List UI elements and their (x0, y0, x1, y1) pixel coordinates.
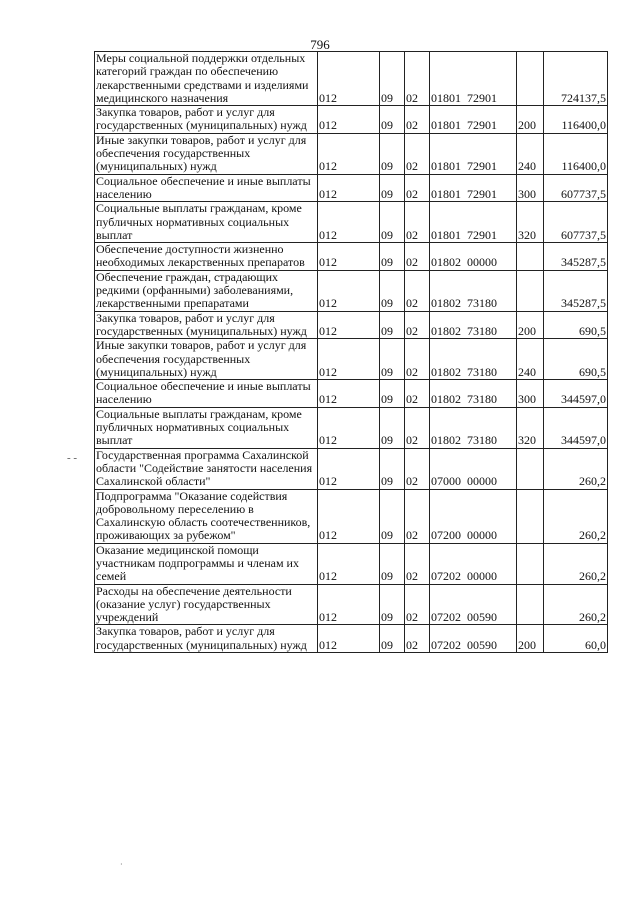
expense-type-code: 300 (517, 174, 544, 202)
row-name: Закупка товаров, работ и услуг для государственных (муниципальных) нужд (95, 625, 318, 653)
target-code: 01801 72901 (430, 52, 517, 106)
target-code: 07000 00000 (430, 448, 517, 489)
expense-type-code (517, 52, 544, 106)
ministry-code: 012 (318, 489, 380, 543)
ministry-code: 012 (318, 243, 380, 271)
ministry-code: 012 (318, 448, 380, 489)
target-code: 01801 72901 (430, 202, 517, 243)
amount: 344597,0 (544, 380, 608, 408)
row-name: Обеспечение доступности жизненно необходимых лекарственных препаратов (95, 243, 318, 271)
section-code: 09 (380, 270, 405, 311)
expense-type-code: 200 (517, 625, 544, 653)
expense-type-code (517, 270, 544, 311)
row-name: Социальное обеспечение и иные выплаты населению (95, 174, 318, 202)
target-code: 01802 73180 (430, 380, 517, 408)
amount: 260,2 (544, 489, 608, 543)
section-code: 09 (380, 133, 405, 174)
ministry-code: 012 (318, 625, 380, 653)
row-name: Подпрограмма "Оказание содействия добровольному переселению в Сахалинскую область соотечественников, проживающих за рубежом" (95, 489, 318, 543)
subsection-code: 02 (405, 311, 430, 339)
table-row (95, 543, 608, 584)
table-row (95, 133, 608, 174)
ministry-code: 012 (318, 52, 380, 106)
subsection-code: 02 (405, 448, 430, 489)
expense-type-code: 320 (517, 202, 544, 243)
ministry-code: 012 (318, 543, 380, 584)
amount: 116400,0 (544, 106, 608, 134)
table-row (95, 202, 608, 243)
section-code: 09 (380, 52, 405, 106)
subsection-code: 02 (405, 380, 430, 408)
expense-type-code: 240 (517, 339, 544, 380)
target-code: 07202 00590 (430, 584, 517, 625)
ministry-code: 012 (318, 407, 380, 448)
target-code: 07202 00000 (430, 543, 517, 584)
target-code: 01801 72901 (430, 106, 517, 134)
subsection-code: 02 (405, 270, 430, 311)
subsection-code: 02 (405, 133, 430, 174)
subsection-code: 02 (405, 202, 430, 243)
section-code: 09 (380, 407, 405, 448)
subsection-code: 02 (405, 543, 430, 584)
ministry-code: 012 (318, 270, 380, 311)
subsection-code: 02 (405, 106, 430, 134)
section-code: 09 (380, 202, 405, 243)
table-row (95, 489, 608, 543)
target-code: 01802 73180 (430, 270, 517, 311)
section-code: 09 (380, 380, 405, 408)
section-code: 09 (380, 106, 405, 134)
amount: 607737,5 (544, 174, 608, 202)
row-name: Обеспечение граждан, страдающих редкими (орфанными) заболеваниями, лекарственными препаратами (95, 270, 318, 311)
subsection-code: 02 (405, 174, 430, 202)
ministry-code: 012 (318, 311, 380, 339)
expense-type-code (517, 489, 544, 543)
row-name: Иные закупки товаров, работ и услуг для обеспечения государственных (муниципальных) нужд (95, 133, 318, 174)
expense-type-code: 300 (517, 380, 544, 408)
table-row (95, 380, 608, 408)
expense-type-code (517, 584, 544, 625)
ministry-code: 012 (318, 133, 380, 174)
subsection-code: 02 (405, 52, 430, 106)
table-row (95, 407, 608, 448)
expense-type-code (517, 448, 544, 489)
amount: 345287,5 (544, 270, 608, 311)
section-code: 09 (380, 543, 405, 584)
row-name: Оказание медицинской помощи участникам подпрограммы и членам их семей (95, 543, 318, 584)
scan-mark: · (120, 860, 123, 869)
amount: 724137,5 (544, 52, 608, 106)
section-code: 09 (380, 448, 405, 489)
section-code: 09 (380, 625, 405, 653)
table-row (95, 243, 608, 271)
target-code: 01802 00000 (430, 243, 517, 271)
table-row (95, 584, 608, 625)
ministry-code: 012 (318, 380, 380, 408)
table-row (95, 52, 608, 106)
expense-type-code (517, 543, 544, 584)
section-code: 09 (380, 584, 405, 625)
scan-mark: - - (67, 452, 78, 464)
table-row (95, 339, 608, 380)
target-code: 01802 73180 (430, 311, 517, 339)
ministry-code: 012 (318, 174, 380, 202)
target-code: 07202 00590 (430, 625, 517, 653)
target-code: 01801 72901 (430, 133, 517, 174)
amount: 260,2 (544, 448, 608, 489)
expense-type-code: 200 (517, 106, 544, 134)
row-name: Закупка товаров, работ и услуг для государственных (муниципальных) нужд (95, 106, 318, 134)
row-name: Социальные выплаты гражданам, кроме публичных нормативных социальных выплат (95, 407, 318, 448)
target-code: 01801 72901 (430, 174, 517, 202)
expense-type-code (517, 243, 544, 271)
table-row (95, 174, 608, 202)
amount: 116400,0 (544, 133, 608, 174)
row-name: Расходы на обеспечение деятельности (оказание услуг) государственных учреждений (95, 584, 318, 625)
amount: 344597,0 (544, 407, 608, 448)
row-name: Иные закупки товаров, работ и услуг для обеспечения государственных (муниципальных) нужд (95, 339, 318, 380)
table-row (95, 448, 608, 489)
target-code: 01802 73180 (430, 339, 517, 380)
amount: 345287,5 (544, 243, 608, 271)
subsection-code: 02 (405, 489, 430, 543)
table-row (95, 270, 608, 311)
amount: 690,5 (544, 339, 608, 380)
row-name: Закупка товаров, работ и услуг для государственных (муниципальных) нужд (95, 311, 318, 339)
table-row (95, 106, 608, 134)
row-name: Социальные выплаты гражданам, кроме публичных нормативных социальных выплат (95, 202, 318, 243)
budget-table (94, 51, 608, 653)
expense-type-code: 200 (517, 311, 544, 339)
budget-table-body (95, 52, 608, 653)
target-code: 07200 00000 (430, 489, 517, 543)
section-code: 09 (380, 243, 405, 271)
table-row (95, 625, 608, 653)
amount: 260,2 (544, 584, 608, 625)
page-number: 796 (310, 37, 330, 52)
section-code: 09 (380, 339, 405, 380)
subsection-code: 02 (405, 243, 430, 271)
ministry-code: 012 (318, 584, 380, 625)
subsection-code: 02 (405, 407, 430, 448)
expense-type-code: 240 (517, 133, 544, 174)
subsection-code: 02 (405, 584, 430, 625)
row-name: Социальное обеспечение и иные выплаты населению (95, 380, 318, 408)
subsection-code: 02 (405, 625, 430, 653)
expense-type-code: 320 (517, 407, 544, 448)
amount: 607737,5 (544, 202, 608, 243)
target-code: 01802 73180 (430, 407, 517, 448)
amount: 260,2 (544, 543, 608, 584)
ministry-code: 012 (318, 339, 380, 380)
amount: 60,0 (544, 625, 608, 653)
subsection-code: 02 (405, 339, 430, 380)
section-code: 09 (380, 311, 405, 339)
ministry-code: 012 (318, 106, 380, 134)
table-row (95, 311, 608, 339)
row-name: Меры социальной поддержки отдельных категорий граждан по обеспечению лекарственными средствами и изделиями медицинского назначения (95, 52, 318, 106)
ministry-code: 012 (318, 202, 380, 243)
section-code: 09 (380, 174, 405, 202)
row-name: Государственная программа Сахалинской области "Содействие занятости населения Сахалинской области" (95, 448, 318, 489)
section-code: 09 (380, 489, 405, 543)
amount: 690,5 (544, 311, 608, 339)
